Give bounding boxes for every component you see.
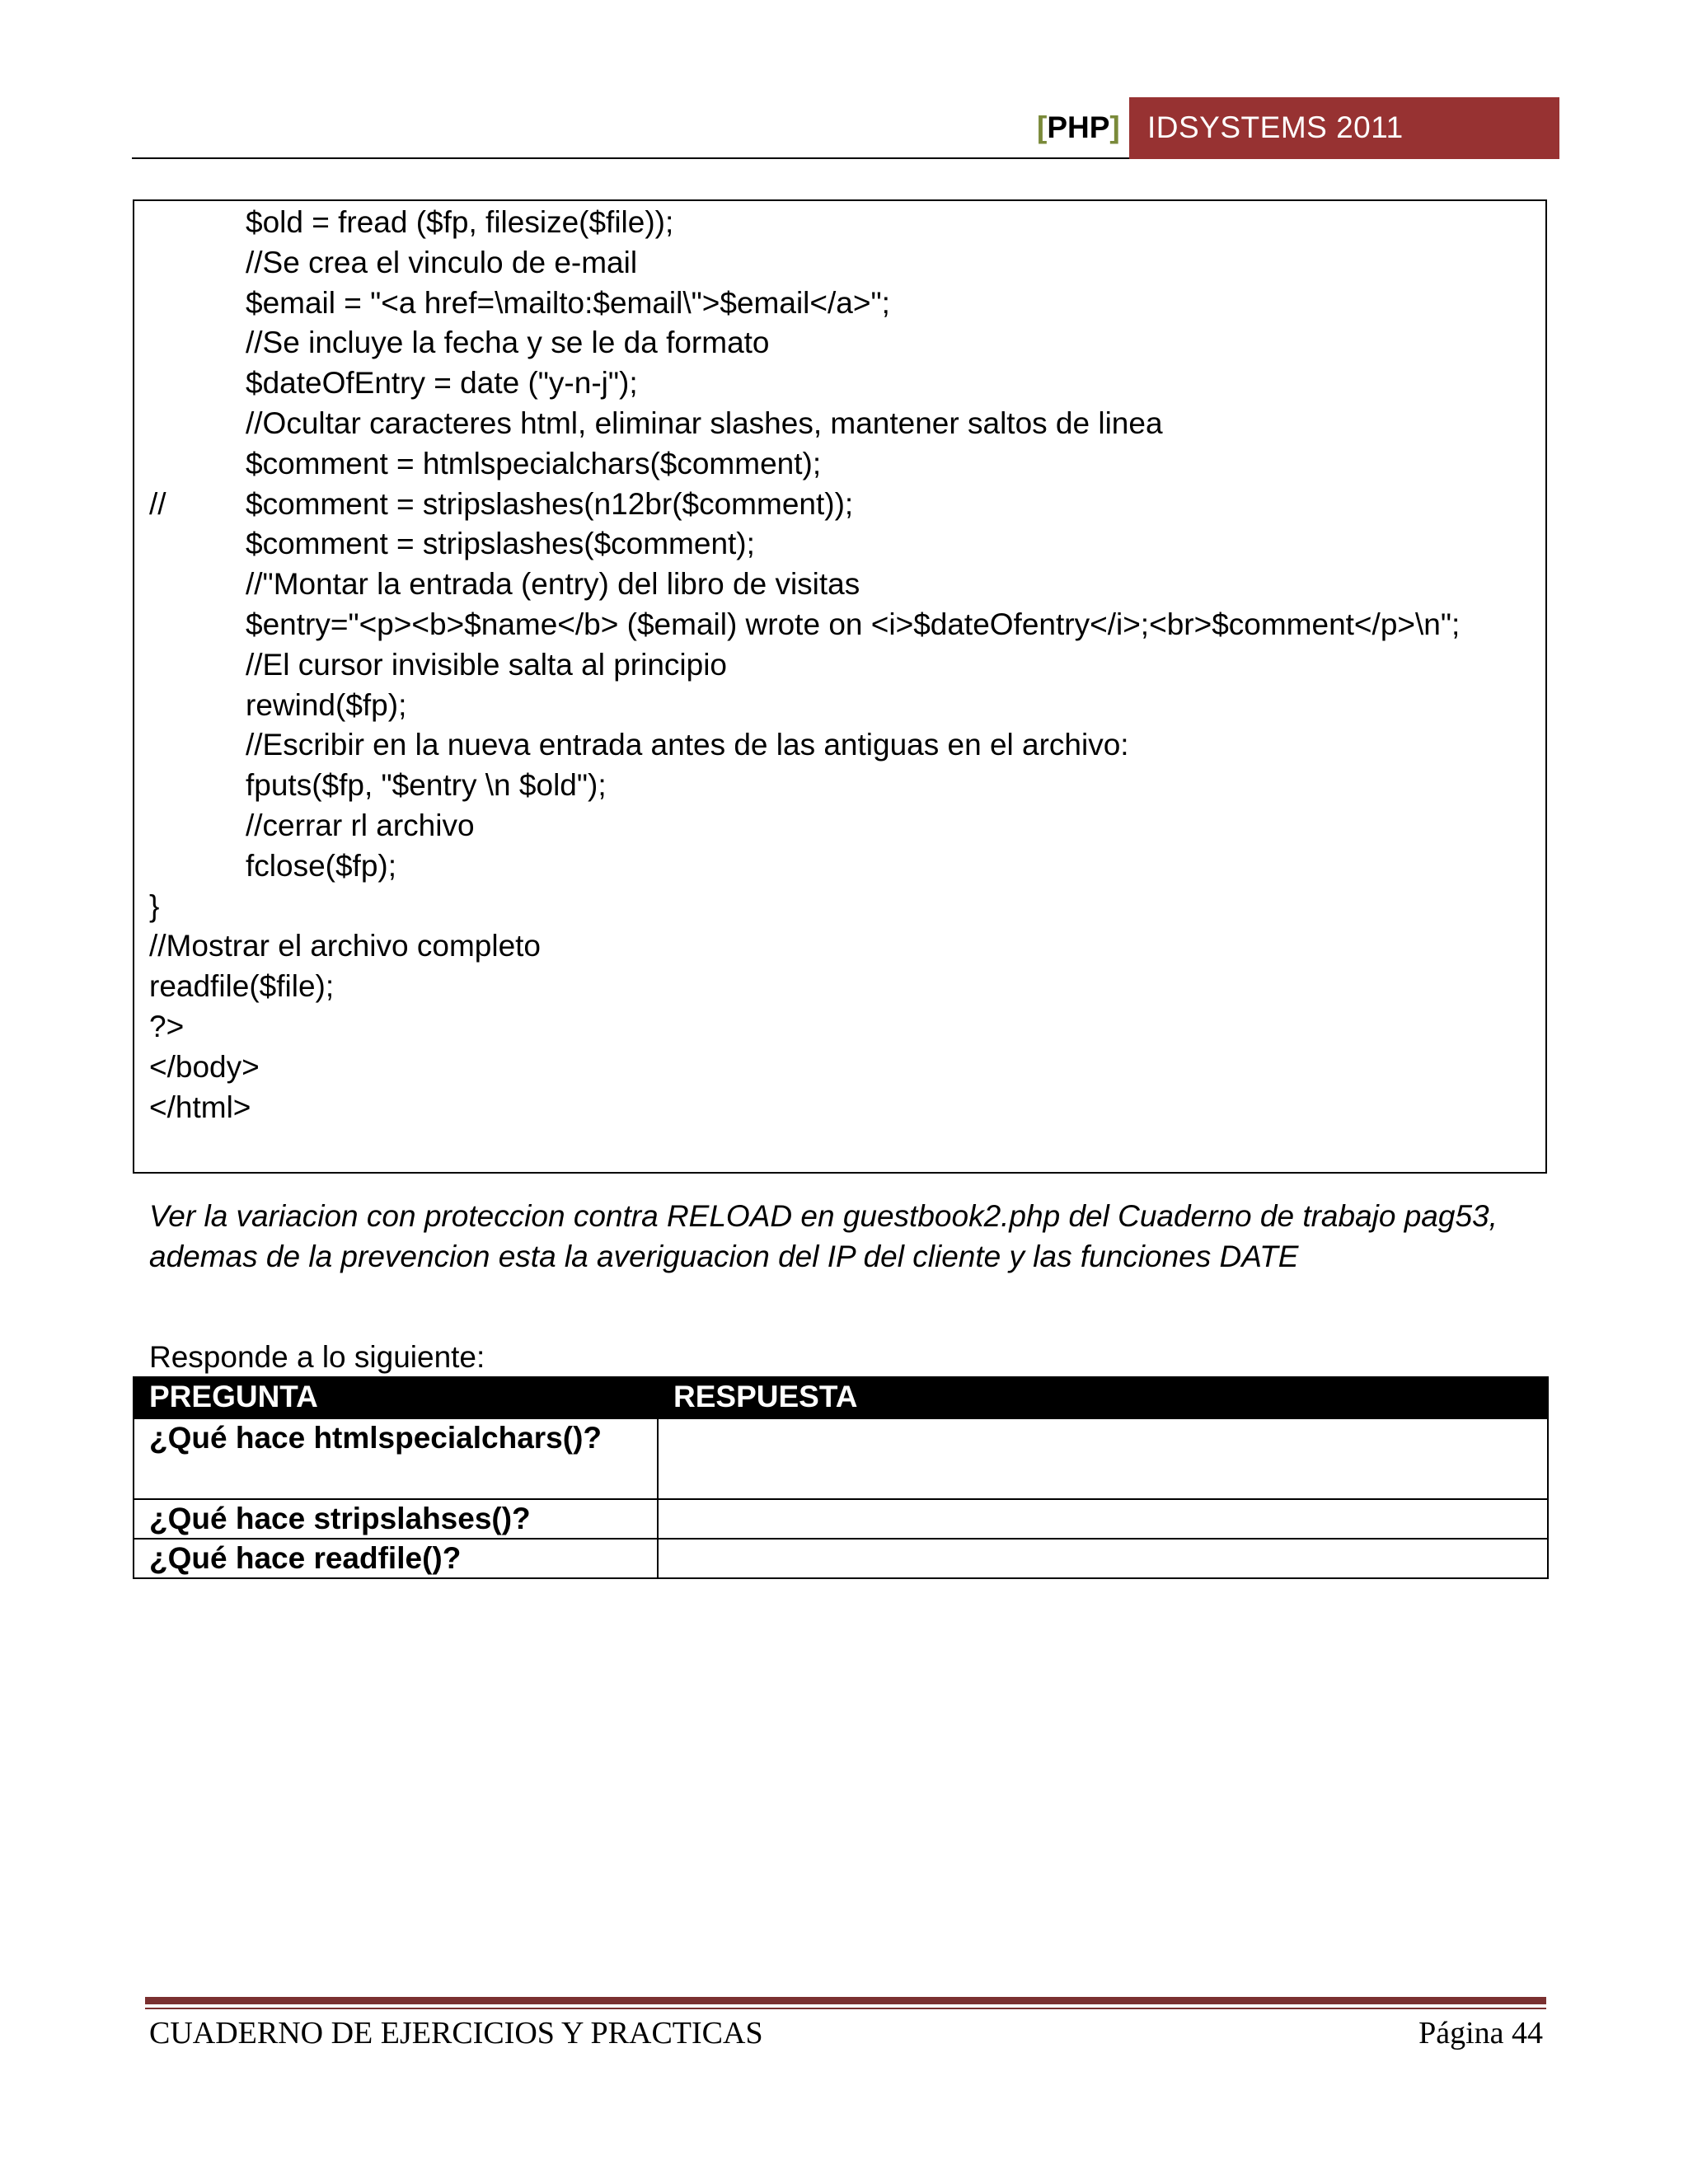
answer-cell[interactable] bbox=[658, 1539, 1548, 1578]
question-cell: ¿Qué hace htmlspecialchars()? bbox=[134, 1418, 658, 1499]
code-line-prefix: // bbox=[149, 487, 166, 521]
code-line-prefix: } bbox=[149, 889, 160, 923]
code-line: //Ocultar caracteres html, eliminar slashes, mantener saltos de linea bbox=[246, 406, 1163, 440]
code-line: fputs($fp, "$entry \n $old"); bbox=[246, 768, 607, 802]
header-rule bbox=[132, 157, 1129, 159]
code-line: fclose($fp); bbox=[246, 849, 397, 883]
code-line: $dateOfEntry = date ("y-n-j"); bbox=[246, 366, 638, 400]
table-row bbox=[134, 1539, 1548, 1578]
answer-cell[interactable] bbox=[658, 1418, 1548, 1499]
header-bracket-open: [ bbox=[1037, 110, 1048, 144]
footer-title: CUADERNO DE EJERCICIOS Y PRACTICAS bbox=[149, 2016, 763, 2050]
question-cell: ¿Qué hace readfile()? bbox=[134, 1539, 658, 1578]
code-line: $email = "<a href=\mailto:$email\">$email</a>"; bbox=[246, 286, 890, 320]
code-line: $comment = stripslashes(n12br($comment)); bbox=[246, 487, 854, 521]
note-line-2: ademas de la prevencion esta la averiguacion del IP del cliente y las funciones DATE bbox=[149, 1240, 1299, 1273]
question-cell: ¿Qué hace stripslahses()? bbox=[134, 1499, 658, 1539]
code-line: $entry="<p><b>$name</b> ($email) wrote on <i>$dateOfentry</i>;<br>$comment</p>\n"; bbox=[246, 607, 1461, 641]
code-line: //Escribir en la nueva entrada antes de las antiguas en el archivo: bbox=[246, 728, 1129, 762]
code-line: //cerrar rl archivo bbox=[246, 808, 475, 842]
column-header-pregunta: PREGUNTA bbox=[134, 1377, 658, 1418]
questions-table bbox=[133, 1376, 1549, 1579]
code-line-prefix: </html> bbox=[149, 1090, 251, 1124]
code-line-prefix: readfile($file); bbox=[149, 969, 335, 1003]
footer-rule-thick bbox=[145, 1997, 1546, 2004]
table-row bbox=[134, 1418, 1548, 1499]
footer-page-number: Página 44 bbox=[1418, 2016, 1543, 2050]
questions-prompt: Responde a lo siguiente: bbox=[149, 1340, 485, 1374]
code-line: $comment = stripslashes($comment); bbox=[246, 527, 755, 560]
code-line: //Se crea el vinculo de e-mail bbox=[246, 246, 638, 279]
table-row bbox=[134, 1499, 1548, 1539]
code-line-prefix: </body> bbox=[149, 1050, 260, 1084]
column-header-respuesta: RESPUESTA bbox=[658, 1377, 1548, 1418]
header-bracket-close: ] bbox=[1109, 110, 1120, 144]
header-section-tag bbox=[1037, 111, 1120, 144]
table-header-row bbox=[134, 1377, 1548, 1418]
header-tag-text: PHP bbox=[1047, 110, 1110, 144]
code-line: //El cursor invisible salta al principio bbox=[246, 648, 728, 682]
code-line: $old = fread ($fp, filesize($file)); bbox=[246, 205, 674, 239]
code-line: //Se incluye la fecha y se le da formato bbox=[246, 326, 770, 359]
header-title: IDSYSTEMS 2011 bbox=[1147, 110, 1404, 144]
footer-rule-thin bbox=[145, 2008, 1546, 2009]
note-line-1: Ver la variacion con proteccion contra RELOAD en guestbook2.php del Cuaderno de trabajo pag53, bbox=[149, 1199, 1498, 1233]
code-line: rewind($fp); bbox=[246, 688, 407, 722]
code-line-prefix: //Mostrar el archivo completo bbox=[149, 929, 542, 963]
code-line-prefix: ?> bbox=[149, 1010, 185, 1043]
answer-cell[interactable] bbox=[658, 1499, 1548, 1539]
code-line: $comment = htmlspecialchars($comment); bbox=[246, 447, 822, 480]
code-line: //"Montar la entrada (entry) del libro de visitas bbox=[246, 567, 860, 601]
